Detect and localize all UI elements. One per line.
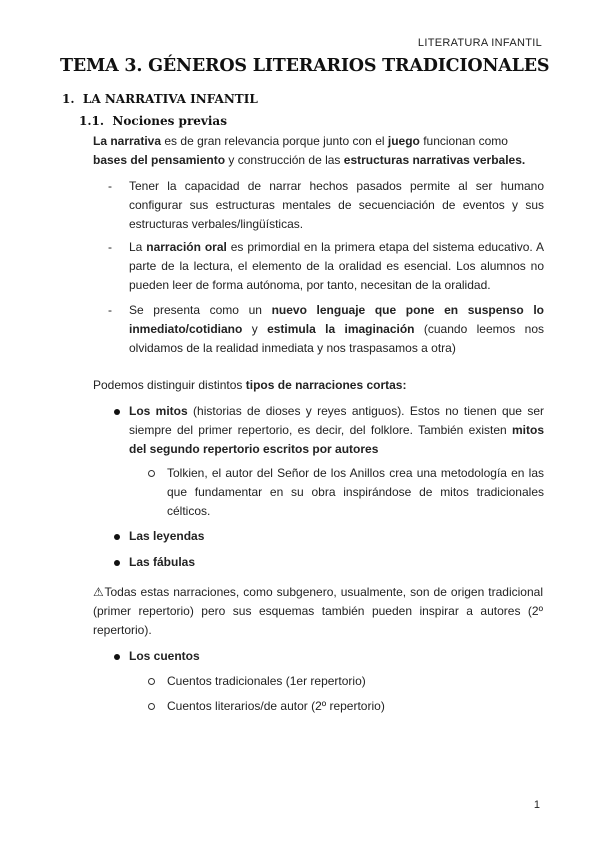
dash-bullet: - — [108, 179, 112, 193]
intro-bold-estructuras: estructuras narrativas verbales. — [343, 153, 526, 167]
bullet-icon — [114, 560, 120, 566]
circle-bullet-icon — [148, 678, 155, 685]
dash-bullet: - — [108, 240, 112, 254]
fables-list — [113, 553, 544, 572]
dash-bullet: - — [108, 303, 112, 317]
types-intro: Podemos distinguir distintos tipos de narraciones cortas: — [93, 378, 407, 392]
myths-list — [113, 402, 544, 459]
document-title: TEMA 3. GÉNEROS LITERARIOS TRADICIONALES — [60, 56, 550, 76]
list-item-leyendas: Las leyendas — [113, 527, 544, 546]
subsection-label: Nociones previas — [112, 114, 227, 128]
list-item-cuentos: Los cuentos — [113, 647, 544, 666]
bullet-icon — [114, 654, 120, 660]
myths-sublist — [147, 464, 544, 521]
intro-paragraph: La narrativa es de gran relevancia porque junto con el juego funcionan como bases del pensamiento y construcción de las estructuras narrativas verbales. — [93, 134, 526, 167]
section-number: 1. — [62, 92, 75, 106]
list-item: - La narración oral es primordial en la primera etapa del sistema educativo. A parte de la lectura, el elemento de la oralidad es esencial. Los alumnos no pueden leer de forma autónoma, por tanto, necesitan de la oralidad. — [108, 240, 544, 292]
circle-bullet-icon — [148, 703, 155, 710]
list-item: Cuentos literarios/de autor (2º repertorio) — [147, 697, 544, 716]
bullet-icon — [114, 409, 120, 415]
page-number: 1 — [533, 799, 540, 811]
list-item-fabulas: Las fábulas — [113, 553, 544, 572]
running-header: LITERATURA INFANTIL — [417, 37, 542, 49]
dash-list-2 — [108, 238, 544, 295]
bullet-icon — [114, 534, 120, 540]
subsection-number: 1.1. — [79, 114, 105, 128]
legends-list — [113, 527, 544, 546]
tales-sublist — [147, 672, 544, 716]
list-item: Tolkien, el autor del Señor de los Anillos crea una metodología en las que fundamentar en su obra inspirándose de mitos tradicionales célticos. — [147, 464, 544, 521]
intro-bold-juego: juego — [387, 134, 420, 148]
circle-bullet-icon — [148, 470, 155, 477]
dash-list-3 — [108, 301, 544, 358]
section-label: LA NARRATIVA INFANTIL — [82, 92, 258, 106]
intro-bold-bases: bases del pensamiento — [93, 153, 226, 167]
list-item: Cuentos tradicionales (1er repertorio) — [147, 672, 544, 691]
dash-list-1 — [108, 177, 544, 234]
list-item: - Tener la capacidad de narrar hechos pasados permite al ser humano configurar sus estructuras mentales de secuenciación de eventos y sus estructuras verbales/lingüísticas. — [108, 179, 544, 231]
list-item-mitos: Los mitos (historias de dioses y reyes antiguos). Estos no tienen que ser siempre del primer repertorio, es decir, del folklore. También existen mitos del segundo repertorio escritos por autores — [113, 402, 544, 459]
intro-bold-narrativa: La narrativa — [93, 134, 162, 148]
warning-icon: ⚠ — [93, 585, 105, 599]
list-item: - Se presenta como un nuevo lenguaje que pone en suspenso lo inmediato/cotidiano y estimula la imaginación (cuando leemos nos olvidamos de la realidad inmediata y nos traspasamos a otra) — [108, 303, 545, 355]
subsection-heading — [79, 114, 227, 128]
warning-paragraph: ⚠Todas estas narraciones, como subgenero, usualmente, son de origen tradicional (primer repertorio) pero sus esquemas también pueden inspirar a autores (2º repertorio). — [93, 585, 543, 637]
section-heading — [62, 92, 258, 106]
tales-list — [113, 647, 544, 666]
